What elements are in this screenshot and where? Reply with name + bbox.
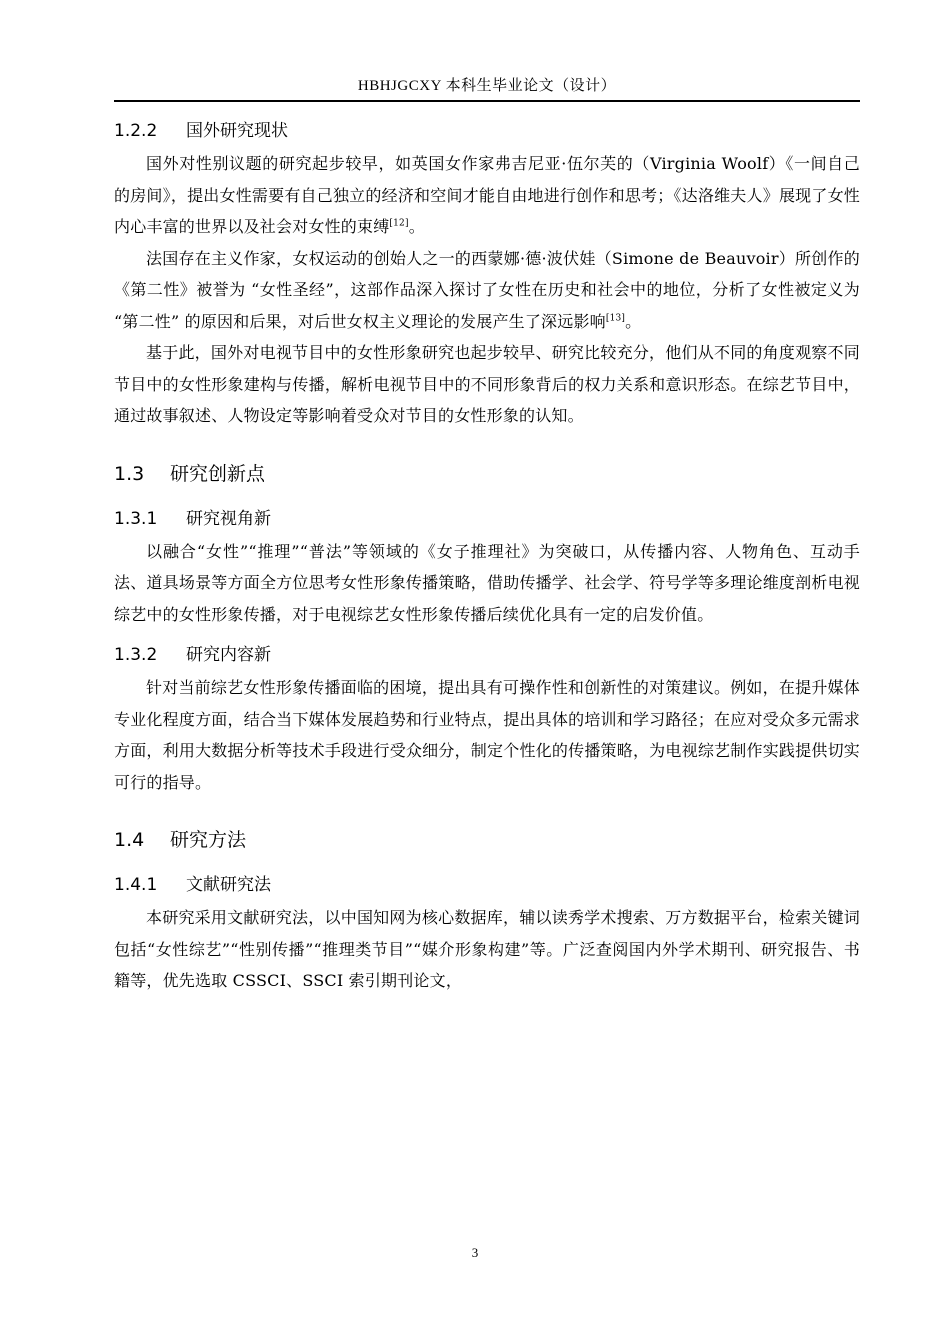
running-header: HBHJGCXY 本科生毕业论文（设计） [357,78,617,94]
paragraph-text: 国外对性别议题的研究起步较早，如英国女作家弗吉尼亚·伍尔芙的（Virginia Woolf）《一间自己的房间》，提出女性需要有自己独立的经济和空间才能自由地进行创作和思考；《达洛维夫人》展现了女性内心丰富的世界以及社会对女性的束缚 [114,154,860,236]
paragraph-end: 。 [625,311,642,331]
heading-1-4-1 [114,868,860,902]
heading-title: 国外研究现状 [186,121,288,141]
heading-title: 文献研究法 [186,875,271,895]
heading-1-4 [114,820,860,860]
paragraph: 以融合“女性”“推理”“普法”等领域的《女子推理社》为突破口，从传播内容、人物角色、互动手法、道具场景等方面全方位思考女性形象传播策略，借助传播学、社会学、符号学等多理论维度剖析电视综艺中的女性形象传播，对于电视综艺女性形象传播后续优化具有一定的启发价值。 [114,541,860,624]
citation: [13] [605,313,626,324]
paragraph: 基于此，国外对电视节目中的女性形象研究也起步较早、研究比较充分，他们从不同的角度观察不同节目中的女性形象建构与传播，解析电视节目中的不同形象背后的权力关系和意识形态。在综艺节目中，通过故事叙述、人物设定等影响着受众对节目的女性形象的认知。 [114,343,860,425]
heading-title: 研究创新点 [170,462,266,485]
citation: [12] [389,218,409,229]
heading-number: 1.3.2 [114,645,158,665]
heading-title: 研究视角新 [186,508,271,529]
heading-number: 1.4 [114,829,145,851]
heading-title: 研究方法 [170,829,247,851]
heading-number: 1.2.2 [114,121,158,141]
paragraph-end: 。 [408,217,425,236]
paragraph: 本研究采用文献研究法，以中国知网为核心数据库，辅以读秀学术搜索、万方数据平台，检索关键词包括“女性综艺”“性别传播”“推理类节目”“媒介形象构建”等。广泛查阅国内外学术期刊、研究报告、书籍等，优先选取 CSSCI、SSCI 索引期刊论文， [114,908,860,990]
heading-number: 1.4.1 [114,875,158,895]
body-content [114,114,860,997]
header-rule [114,100,860,102]
paragraph [114,148,860,243]
heading-1-3-1 [114,502,860,536]
heading-1-2-2 [114,114,860,148]
heading-1-3 [114,454,860,494]
page-number: 3 [471,1245,479,1260]
heading-title: 研究内容新 [186,645,271,665]
heading-number: 1.3.1 [114,508,158,529]
paragraph-text: 法国存在主义作家，女权运动的创始人之一的西蒙娜·德·波伏娃（Simone de Beauvoir）所创作的《第二性》被誉为 “女性圣经”，这部作品深入探讨了女性在历史和社会中的地位，分析了女性被定义为 “第二性” 的原因和后果，对后世女权主义理论的发展产生了深远影响 [114,248,860,331]
heading-1-3-2 [114,638,860,672]
heading-number: 1.3 [114,462,145,485]
paragraph [114,243,860,338]
paragraph: 针对当前综艺女性形象传播面临的困境，提出具有可操作性和创新性的对策建议。例如，在提升媒体专业化程度方面，结合当下媒体发展趋势和行业特点，提出具体的培训和学习路径；在应对受众多元需求方面，利用大数据分析等技术手段进行受众细分，制定个性化的传播策略，为电视综艺制作实践提供切实可行的指导。 [114,678,860,792]
